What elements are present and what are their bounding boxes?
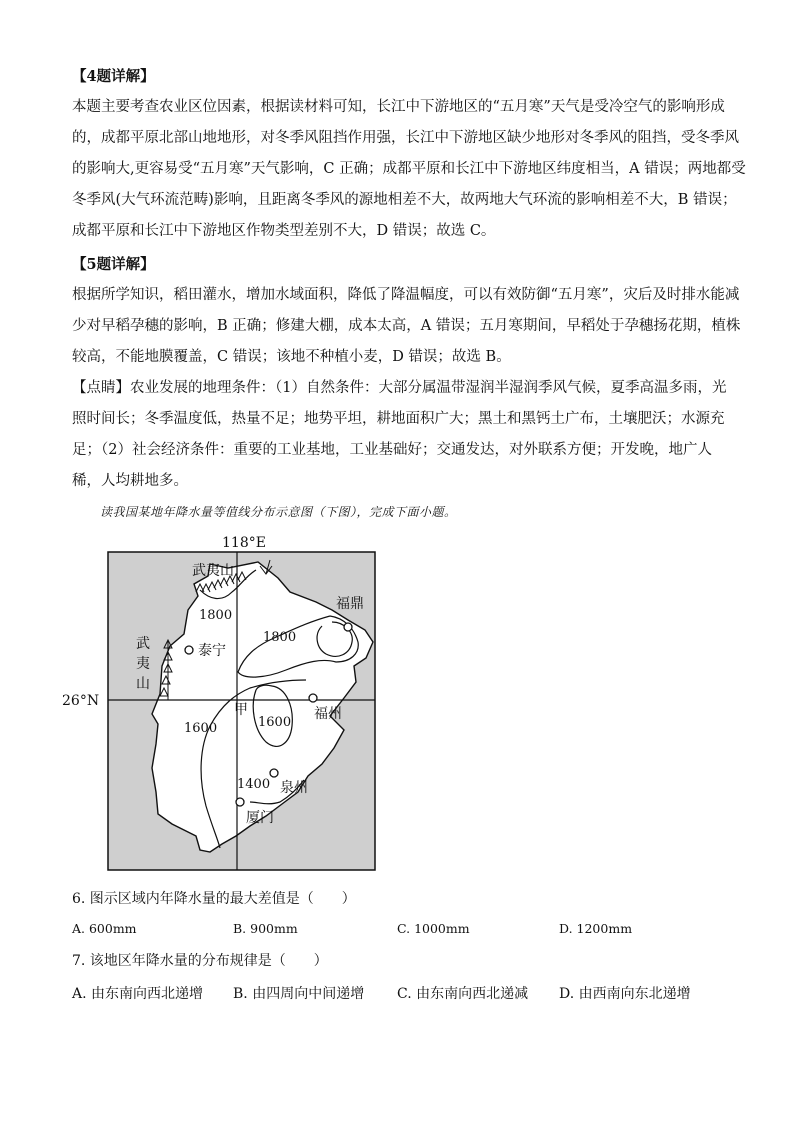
q6-option-d[interactable]: D. 1200mm	[559, 921, 633, 936]
isoline-label-1800-north: 1800	[199, 608, 233, 623]
city-label-fuzhou: 福州	[314, 706, 342, 722]
q4-line: 冬季风(大气环流范畴)影响，且距离冬季风的源地相差不大，故两地大气环流的影响相差不大，B 错误；	[72, 192, 737, 208]
tip-line: 【点睛】农业发展的地理条件：（1）自然条件：大部分属温带湿润半湿润季风气候，夏季高温多雨，光	[72, 380, 727, 396]
city-marker-fuzhou	[309, 694, 317, 702]
q4-line: 的影响大,更容易受“五月寒”天气影响，C 正确；成都平原和长江中下游地区纬度相当，A 错误；两地都受	[72, 161, 746, 177]
city-marker-quanzhou	[270, 769, 278, 777]
q6-option-c[interactable]: C. 1000mm	[397, 921, 470, 936]
q7-option-d[interactable]: D. 由西南向东北递增	[559, 986, 691, 1002]
city-marker-taining	[185, 646, 193, 654]
q5-line: 少对早稻孕穗的影响，B 正确；修建大棚，成本太高，A 错误；五月寒期间，早稻处于孕穗扬花期，植株	[72, 318, 741, 334]
isoline-label-1600-outer: 1600	[184, 721, 218, 736]
q6-option-a[interactable]: A. 600mm	[72, 921, 137, 936]
mountain-label-left-2: 夷	[136, 656, 150, 672]
city-label-quanzhou: 泉州	[280, 780, 308, 796]
isoline-label-1400: 1400	[237, 777, 271, 792]
tip-line: 足；（2）社会经济条件：重要的工业基地，工业基础好；交通发达，对外联系方便；开发晚，地广人	[72, 442, 712, 458]
q7-option-b[interactable]: B. 由四周向中间递增	[233, 986, 365, 1002]
q5-line: 根据所学知识，稻田灌水，增加水域面积，降低了降温幅度，可以有效防御“五月寒”，灾后及时排水能减	[72, 287, 740, 303]
mountain-label-left-3: 山	[136, 676, 150, 692]
isoline-label-1800-east: 1800	[263, 630, 297, 645]
city-marker-xiamen	[236, 798, 244, 806]
precipitation-isoline-map	[60, 530, 380, 875]
city-label-taining: 泰宁	[198, 643, 226, 659]
q7-option-a[interactable]: A. 由东南向西北递增	[72, 986, 204, 1002]
q6-option-b[interactable]: B. 900mm	[233, 921, 298, 936]
longitude-label: 118°E	[222, 535, 266, 551]
q6-question: 6. 图示区域内年降水量的最大差值是（ ）	[72, 891, 356, 907]
city-label-xiamen: 厦门	[246, 810, 274, 826]
mountain-label-top: 武夷山	[192, 563, 234, 579]
city-label-fuding: 福鼎	[336, 596, 364, 612]
q5-heading: 【5题详解】	[72, 256, 155, 273]
q4-line: 成都平原和长江中下游地区作物类型差别不大，D 错误；故选 C。	[72, 223, 496, 239]
figure-caption: 读我国某地年降水量等值线分布示意图（下图），完成下面小题。	[100, 505, 457, 519]
q5-line: 较高，不能地膜覆盖，C 错误；该地不种植小麦，D 错误；故选 B。	[72, 349, 511, 365]
tip-section	[72, 373, 727, 497]
q4-explanation	[72, 61, 746, 247]
tip-line: 照时间长；冬季温度低，热量不足；地势平坦，耕地面积广大；黑土和黑钙土广布，土壤肥沃；水源充	[72, 411, 725, 427]
city-marker-fuding	[344, 623, 352, 631]
isoline-label-1600-inner: 1600	[258, 715, 292, 730]
q4-line: 的，成都平原北部山地地形，对冬季风阻挡作用强，长江中下游地区缺少地形对冬季风的阻挡，受冬季风	[72, 130, 739, 146]
q4-line: 本题主要考查农业区位因素，根据读材料可知，长江中下游地区的“五月寒”天气是受冷空气的影响形成	[72, 99, 725, 115]
q5-explanation	[72, 249, 741, 373]
latitude-label: 26°N	[62, 693, 100, 709]
point-jia-label: 甲	[234, 702, 248, 718]
q7-option-c[interactable]: C. 由东南向西北递减	[397, 986, 529, 1002]
q4-heading: 【4题详解】	[72, 68, 155, 85]
mountain-label-left-1: 武	[136, 636, 150, 652]
q7-question: 7. 该地区年降水量的分布规律是（ ）	[72, 953, 328, 969]
tip-line: 稀，人均耕地多。	[72, 473, 188, 489]
